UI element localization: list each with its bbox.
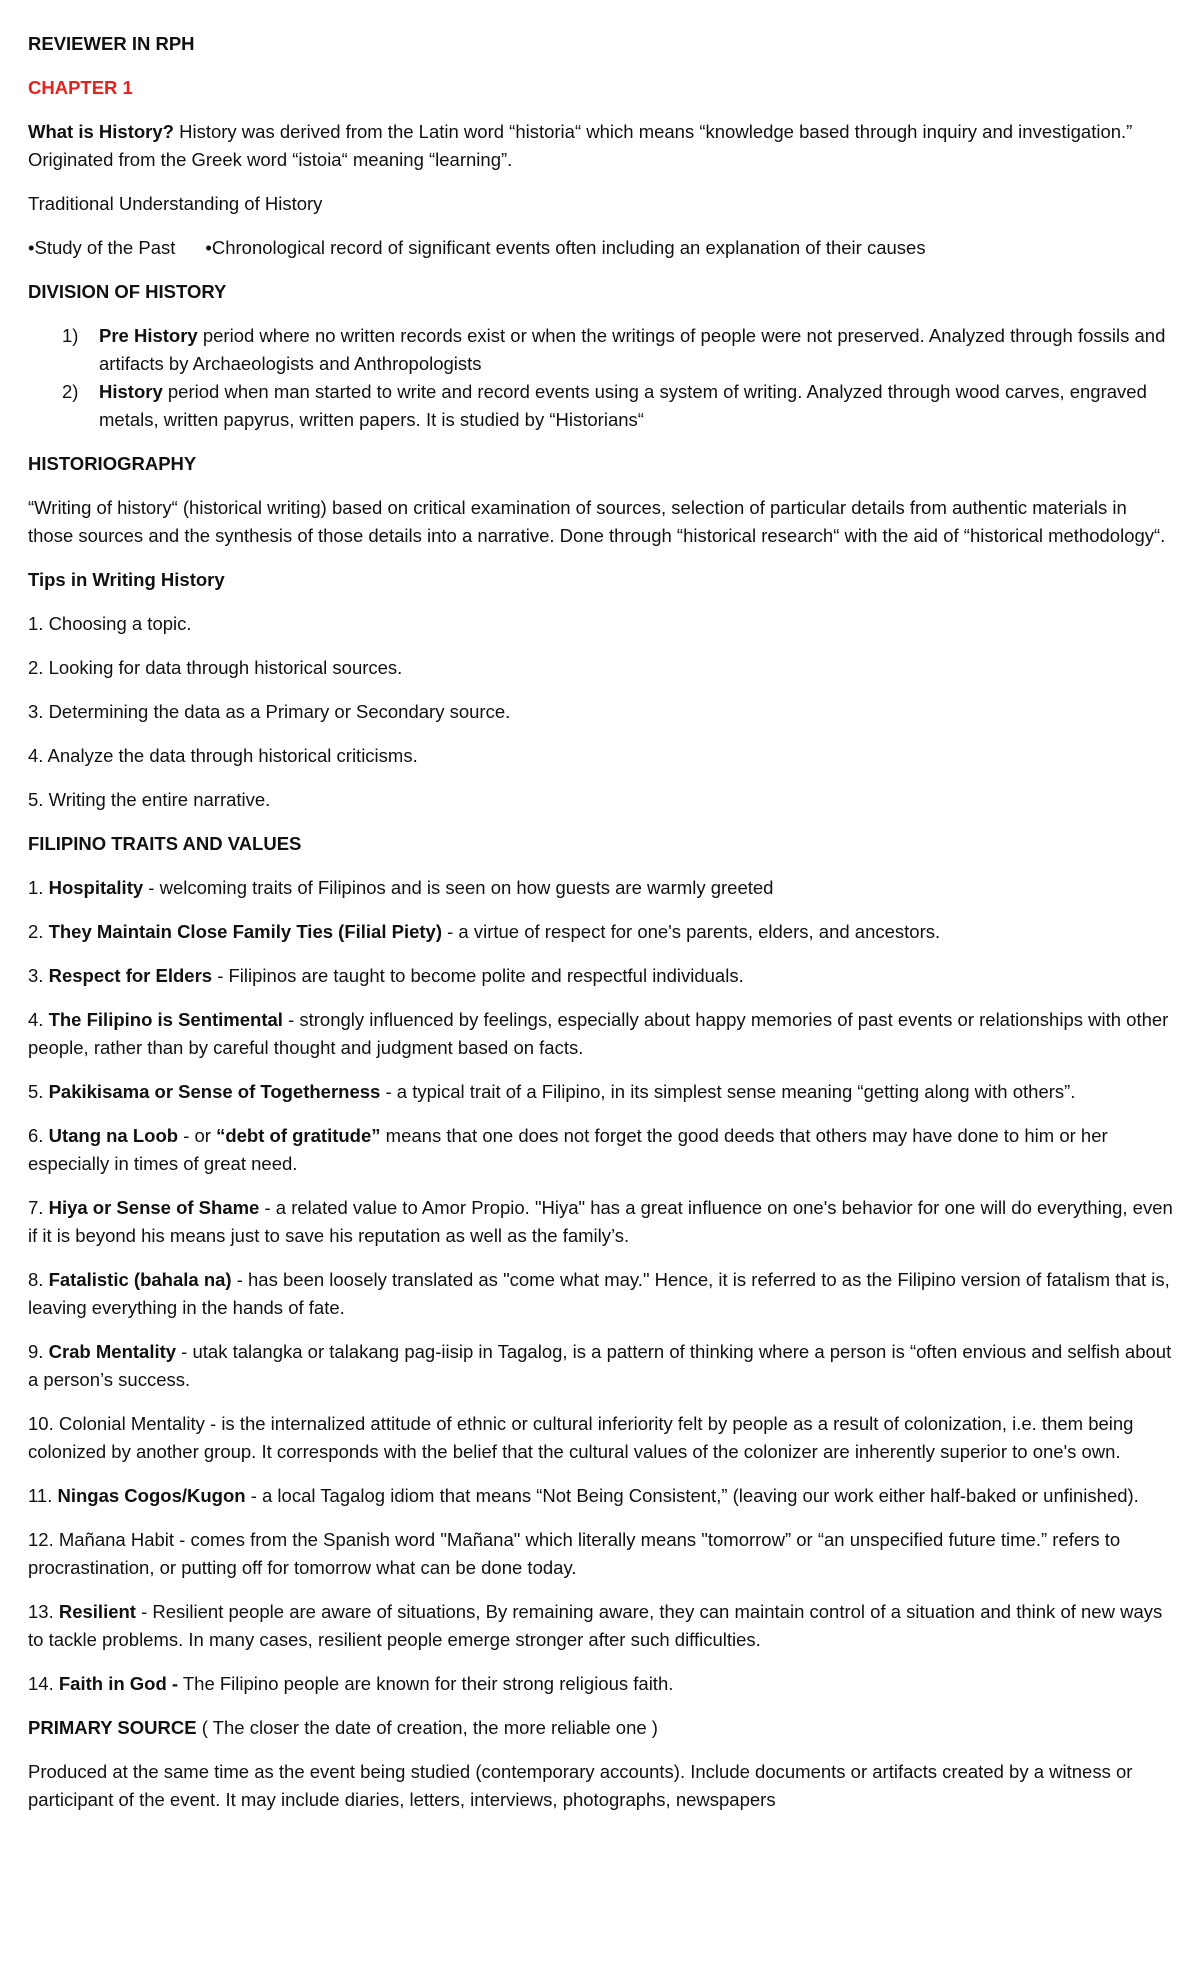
trait-item [28,1006,1174,1062]
trait-text: - a virtue of respect for one's parents, elders, and ancestors. [441,921,941,942]
primary-source-note: ( The closer the date of creation, the more reliable one ) [196,1717,658,1738]
trait-number: 1. [28,877,49,898]
trait-term-secondary: “debt of gratitude” [216,1125,381,1146]
primary-source-heading: PRIMARY SOURCE [28,1717,197,1738]
tips-heading: Tips in Writing History [28,569,225,590]
primary-source-heading-line [28,1714,1174,1742]
trait-text: - Filipinos are taught to become polite and respectful individuals. [212,965,744,986]
trait-item [28,1122,1174,1178]
trait-text: - strongly influenced by feelings, especially about happy memories of past events or relationships with other people, rather than by careful thought and judgment based on facts. [28,1009,1169,1058]
trait-item [28,1266,1174,1322]
tips-item: 5. Writing the entire narrative. [28,789,271,810]
trait-item [28,1078,1174,1106]
trait-item [28,1338,1174,1394]
trait-number: 9. [28,1341,49,1362]
tips-item: 4. Analyze the data through historical criticisms. [28,745,418,766]
trait-term: Ningas Cogos/Kugon [57,1485,246,1506]
tips-item: 1. Choosing a topic. [28,613,192,634]
trait-text: The Filipino people are known for their strong religious faith. [178,1673,674,1694]
trait-text: - a typical trait of a Filipino, in its simplest sense meaning “getting along with others”. [380,1081,1076,1102]
traditional-points [28,234,1174,262]
trait-text: - has been loosely translated as "come what may." Hence, it is referred to as the Filipino version of fatalism that is, leaving everything in the hands of fate. [28,1269,1170,1318]
trait-term: Resilient [58,1601,136,1622]
trait-number: 10. [28,1413,59,1434]
trait-term: Fatalistic (bahala na) [48,1269,232,1290]
trait-text: - Resilient people are aware of situations, By remaining aware, they can maintain control of a situation and think of new ways to tackle problems. In many cases, resilient people emerge stronger after such difficulties. [28,1601,1163,1650]
traditional-heading: Traditional Understanding of History [28,193,323,214]
traditional-point: •Chronological record of significant events often including an explanation of their causes [205,237,926,258]
trait-item [28,1194,1174,1250]
division-item-text: period where no written records exist or when the writings of people were not preserved. Analyzed through fossils and artifacts by Archaeologists and Anthropologists [99,325,1166,374]
trait-text: - or [178,1125,217,1146]
division-item-term: Pre History [99,325,198,346]
trait-text: - welcoming traits of Filipinos and is seen on how guests are warmly greeted [143,877,774,898]
trait-term: Respect for Elders [48,965,213,986]
traits-heading: FILIPINO TRAITS AND VALUES [28,833,302,854]
trait-term: Utang na Loob [48,1125,179,1146]
primary-source-text: Produced at the same time as the event being studied (contemporary accounts). Include documents or artifacts created by a witness or participant of the event. It may include diaries, letters, interviews, photographs, newspapers [28,1761,1133,1810]
trait-number: 5. [28,1081,49,1102]
chapter-heading: CHAPTER 1 [28,77,133,98]
trait-item [28,1670,1174,1698]
trait-item [28,1526,1174,1582]
trait-item [28,1482,1174,1510]
trait-item [28,962,1174,990]
trait-text: Colonial Mentality - is the internalized attitude of ethnic or cultural inferiority felt by people as a result of colonization, i.e. them being colonized by another group. It corresponds with the belief that the cultural values of the colonizer are inherently superior to one's own. [28,1413,1134,1462]
trait-number: 4. [28,1009,49,1030]
trait-number: 12. [28,1529,59,1550]
trait-number: 3. [28,965,49,986]
trait-text-secondary: means that one does not forget the good deeds that others may have done to him or her especially in times of great need. [28,1125,1108,1174]
trait-number: 8. [28,1269,49,1290]
division-list [28,322,1174,434]
trait-term: Faith in God - [58,1673,179,1694]
traditional-point: •Study of the Past [28,237,176,258]
division-item-number: 2) [62,381,79,402]
historiography-text: “Writing of history“ (historical writing) based on critical examination of sources, selection of particular details from authentic materials in those sources and the synthesis of those details into a narrative. Done through “historical research“ with the aid of “historical methodology“. [28,497,1166,546]
division-item-text: period when man started to write and record events using a system of writing. Analyzed through wood carves, engraved metals, written papyrus, written papers. It is studied by “Historians“ [99,381,1147,430]
trait-number: 2. [28,921,49,942]
tips-item: 2. Looking for data through historical sources. [28,657,403,678]
trait-number: 13. [28,1601,59,1622]
division-item [28,378,1174,434]
trait-text: - a local Tagalog idiom that means “Not Being Consistent,” (leaving our work either half-baked or unfinished). [245,1485,1139,1506]
trait-term: The Filipino is Sentimental [48,1009,283,1030]
trait-item [28,1598,1174,1654]
trait-term: Crab Mentality [48,1341,177,1362]
division-item-number: 1) [62,325,79,346]
what-is-history-text: History was derived from the Latin word “historia“ which means “knowledge based through inquiry and investigation.” Originated from the Greek word “istoia“ meaning “learning”. [28,121,1133,170]
trait-text: Mañana Habit - comes from the Spanish word "Mañana" which literally means "tomorrow” or “an unspecified future time.” refers to procrastination, or putting off for tomorrow what can be done today. [28,1529,1121,1578]
trait-number: 14. [28,1673,59,1694]
trait-term: They Maintain Close Family Ties (Filial Piety) [48,921,442,942]
trait-item [28,918,1174,946]
trait-item [28,1410,1174,1466]
division-heading: DIVISION OF HISTORY [28,281,227,302]
trait-term: Hospitality [48,877,144,898]
trait-term: Pakikisama or Sense of Togetherness [48,1081,381,1102]
trait-number: 7. [28,1197,49,1218]
trait-text: - utak talangka or talakang pag-iisip in Tagalog, is a pattern of thinking where a person is “often envious and selfish about a person’s success. [28,1341,1172,1390]
division-item-term: History [99,381,163,402]
trait-item [28,874,1174,902]
what-is-history-paragraph [28,118,1174,174]
historiography-heading: HISTORIOGRAPHY [28,453,197,474]
tips-item: 3. Determining the data as a Primary or Secondary source. [28,701,511,722]
trait-number: 11. [28,1485,58,1506]
trait-term: Hiya or Sense of Shame [48,1197,260,1218]
division-item [28,322,1174,378]
what-is-history-term: What is History? [28,121,174,142]
trait-number: 6. [28,1125,49,1146]
trait-text: - a related value to Amor Propio. "Hiya" has a great influence on one's behavior for one will do everything, even if it is beyond his means just to save his reputation as well as the family’s. [28,1197,1173,1246]
document-title: REVIEWER IN RPH [28,33,195,54]
